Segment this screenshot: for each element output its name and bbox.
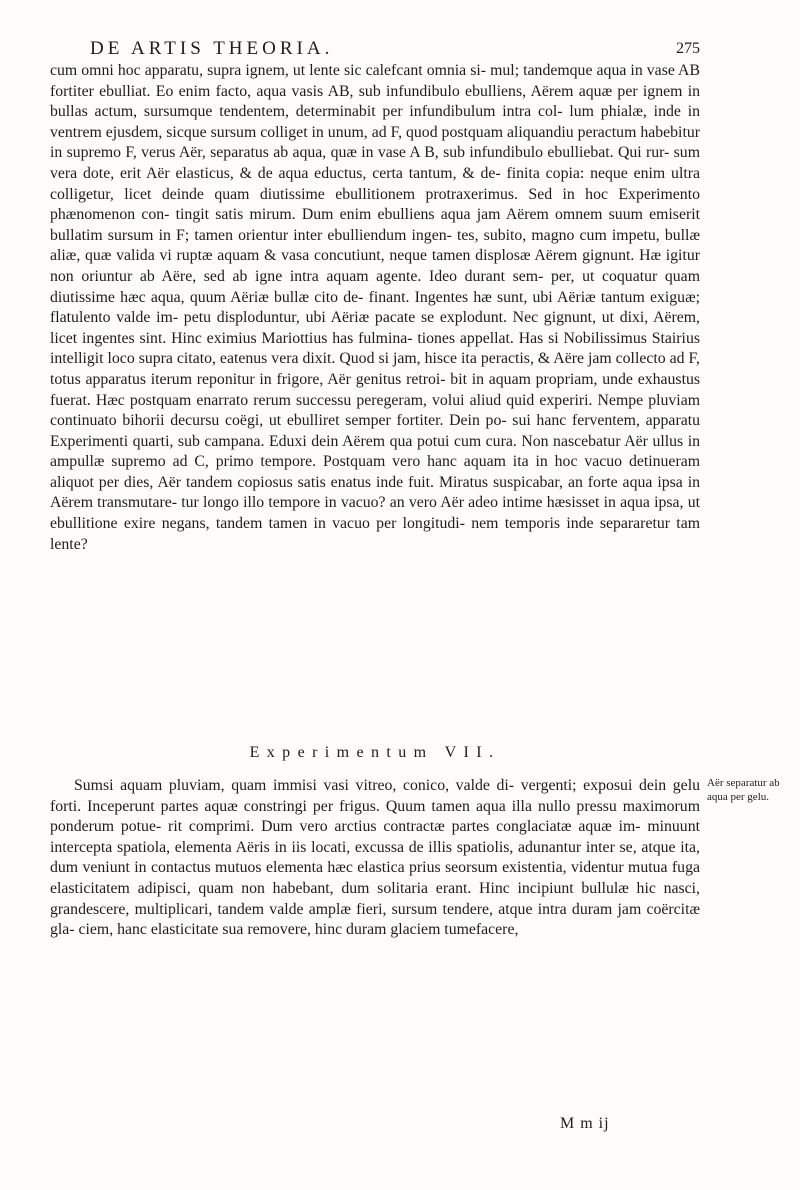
signature-mark: M m ij — [560, 1115, 610, 1132]
main-text-block — [50, 61, 700, 555]
paragraph: cum omni hoc apparatu, supra ignem, ut lente sic calefcant omnia si- mul; tandemque aqua in vase AB fortiter ebulliat. Eo enim facto, aqua vasis AB, sub infundibulo ebulliens, Aërem aquæ per ignem in bullas actum, sursumque tendentem, determinabit per infundibulum intra col- lum phialæ, inde in ventrem ejusdem, sicque sursum colliget in unum, ad F, quod postquam aliquandiu peractum habebitur in supremo F, verus Aër, separatus ab aqua, quæ in vase A B, sub infundibulo ebulliebat. Qui rur- sum vera dote, erit Aër elasticus, & de aqua eductus, certa tantum, & de- finita copia: neque enim ultra colligetur, licet deinde quam diutissime ebullitionem protraxerimus. Sed in hoc Experimento phænomenon con- tingit satis mirum. Dum enim ebulliens aqua jam Aërem omnem suum emiserit bullatim sursum in F; tamen orientur inter ebulliendum ingen- tes, subito, magno cum impetu, bullæ aliæ, quæ valida vi ruptæ aquam & vasa concutiunt, neque tamen displosæ Aërem gignunt. Hæ igitur non oriuntur ab Aëre, sed ab igne intra aquam agente. Ideo durant sem- per, ut coquatur quam diutissime hæc aqua, quum Aëriæ bullæ cito de- finant. Ingentes hæ sunt, ubi Aëriæ tantum exiguæ; flatulento valde im- petu disploduntur, ubi Aëriæ pacate se explodunt. Nec gignunt, ut dixi, Aërem, licet ingentes sint. Hinc eximius Mariottius has fulmina- tiones appellat. Has si Nobilissimus Stairius intelligit loco supra citato, eatenus vera dixit. Quod si jam, hisce ita peractis, & Aëre jam collecto ad F, totus apparatus iterum reponitur in frigore, Aër genitus retroi- bit in aquam propriam, unde exhaustus fuerat. Hæc postquam enarrato rerum successu peregeram, volui aliud quid experiri. Nempe pluviam continuato bihorii decursu coëgi, ut ebulliret semper fortiter. Dein po- sui hanc ferventem, apparatu Experimenti quarti, sub campana. Eduxi dein Aërem qua potui cum cura. Non nascebatur Aër ullus in ampullæ supremo ad C, primo tempore. Postquam vero hanc aquam ita in hoc vacuo detinueram aliquot per dies, Aër tandem copiosus satis enatus inde fuit. Miratus suspicabar, an forte aqua ipsa in Aërem transmutare- tur longo illo tempore in vacuo? an vero Aër adeo intime hæsisset in aqua ipsa, ut ebullitione exire negans, tandem tamen in vacuo per longitudi- nem temporis inde separaretur tam lente? — [50, 62, 700, 553]
margin-note: Aër separatur ab aqua per gelu. — [707, 777, 780, 803]
section-heading: Experimentum VII. — [249, 744, 501, 761]
running-head: DE ARTIS THEORIA. — [90, 38, 334, 59]
page-number: 275 — [676, 40, 700, 57]
paragraph: Sumsi aquam pluviam, quam immisi vasi vitreo, conico, valde di- vergenti; exposui dein gelu forti. Inceperunt partes aquæ constringi per frigus. Quum tamen aqua illa nullo pressu maximorum ponderum potue- rit comprimi. Dum vero arctius contractæ partes conglaciatæ aquæ im- minuunt intercepta spatiola, elementa Aëris in iis locati, excussa de illis spatiolis, adunantur inter se, atque ita, dum veniunt in contactus mutuos elementa hæc elastica prius seorsum existentia, videntur mutua fuga elasticitatem adipisci, quam non habebant, dum solitaria erant. Hinc incipiunt bullulæ hic nasci, grandescere, multiplicari, tandem valde amplæ fieri, sursum tendere, atque intra duram jam coërcitæ gla- ciem, hanc elasticitate sua removere, hinc duram glaciem tumefacere, — [50, 777, 700, 939]
experiment-text-block — [50, 776, 700, 941]
